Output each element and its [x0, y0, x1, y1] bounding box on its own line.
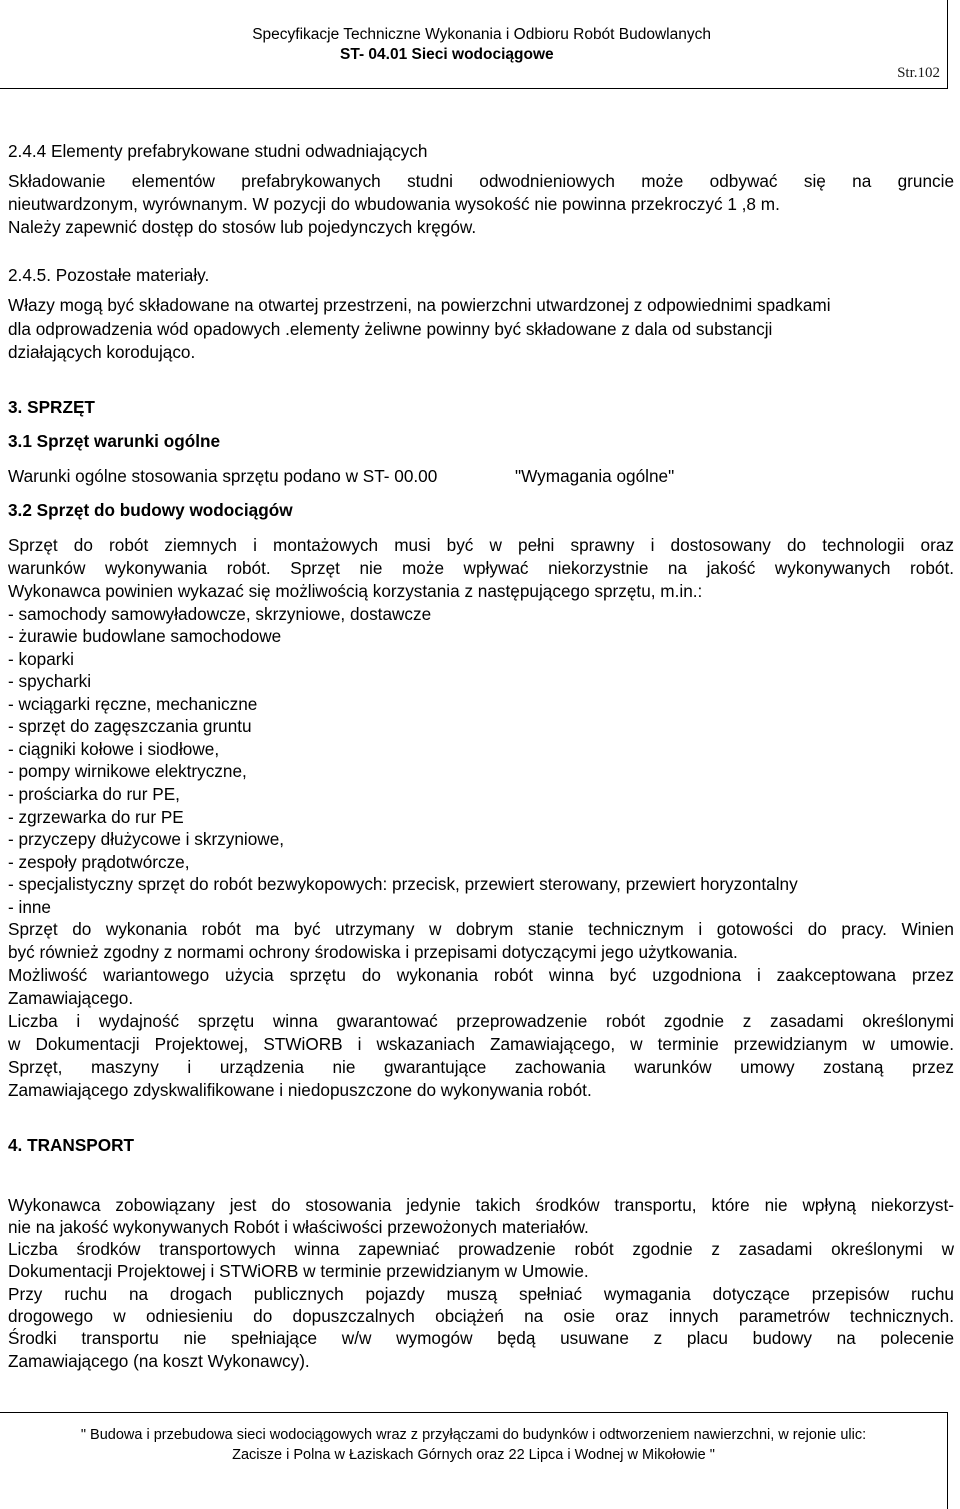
header-spec-title: Specyfikacje Techniczne Wykonania i Odbioru Robót Budowlanych — [252, 26, 711, 43]
paragraph-line: Składowanie elementów prefabrykowanych studni odwodnieniowych może odbywać się na gruncie — [8, 171, 954, 191]
list-item: - specjalistyczny sprzęt do robót bezwykopowych: przecisk, przewiert sterowany, przewiert horyzontalny — [8, 874, 798, 894]
paragraph-line: Wykonawca powinien wykazać się możliwością korzystania z następującego sprzętu, m.in.: — [8, 581, 703, 601]
list-item: - koparki — [8, 649, 74, 669]
page-number: Str.102 — [897, 65, 940, 81]
list-item: - prościarka do rur PE, — [8, 784, 180, 804]
heading-3-2: 3.2 Sprzęt do budowy wodociągów — [8, 500, 293, 520]
heading-2-4-5: 2.4.5. Pozostałe materiały. — [8, 265, 210, 285]
heading-3-sprzet: 3. SPRZĘT — [8, 397, 95, 417]
heading-3-1: 3.1 Sprzęt warunki ogólne — [8, 431, 221, 451]
paragraph-line: Dokumentacji Projektowej i STWiORB w terminie przewidzianym w Umowie. — [8, 1261, 589, 1281]
paragraph-line: Wykonawca zobowiązany jest do stosowania jedynie takich środków transportu, które nie wpłyną niekorzyst- — [8, 1195, 954, 1215]
list-item: - zgrzewarka do rur PE — [8, 807, 184, 827]
list-item: - ciągniki kołowe i siodłowe, — [8, 739, 220, 759]
paragraph-line: w Dokumentacji Projektowej, STWiORB i wskazaniach Zamawiającego, w terminie przewidzianym w umowie. — [8, 1034, 954, 1054]
paragraph-line: warunków wykonywania robót. Sprzęt nie może wpływać niekorzystnie na jakość wykonywanych robót. — [8, 558, 954, 578]
header-frame — [0, 0, 948, 89]
list-item: - żurawie budowlane samochodowe — [8, 626, 282, 646]
paragraph-line: dla odprowadzenia wód opadowych .elementy żeliwne powinny być składowane z dala od substancji — [8, 319, 773, 339]
list-item: - spycharki — [8, 671, 92, 691]
paragraph-line: nie na jakość wykonywanych Robót i właściwości przewożonych materiałów. — [8, 1217, 589, 1237]
paragraph-line: Środki transportu nie spełniające w/w wymogów będą usuwane z placu budowy na polecenie — [8, 1328, 954, 1348]
paragraph-line: Włazy mogą być składowane na otwartej przestrzeni, na powierzchni utwardzonej z odpowiednimi spadkami — [8, 295, 831, 315]
paragraph-line: nieutwardzonym, wyrównanym. W pozycji do wbudowania wysokość nie powinna przekroczyć 1 ,8 m. — [8, 194, 780, 214]
list-item: - samochody samowyładowcze, skrzyniowe, dostawcze — [8, 604, 432, 624]
footer-project-line-2: Zacisze i Polna w Łaziskach Górnych oraz 22 Lipca i Wodnej w Mikołowie " — [232, 1447, 715, 1463]
header-section-title: ST- 04.01 Sieci wodociągowe — [340, 46, 554, 63]
list-item: - inne — [8, 897, 51, 917]
paragraph-line: Zamawiającego zdyskwalifikowane i niedopuszczone do wykonywania robót. — [8, 1080, 592, 1100]
heading-4-transport: 4. TRANSPORT — [8, 1135, 135, 1155]
list-item: - pompy wirnikowe elektryczne, — [8, 761, 247, 781]
paragraph-line: Zamawiającego. — [8, 988, 134, 1008]
footer-project-line-1: " Budowa i przebudowa sieci wodociągowych wraz z przyłączami do budynków i odtworzeniem nawierzchni, w rejonie ulic: — [80, 1427, 867, 1443]
paragraph-line: Sprzęt do wykonania robót ma być utrzymany w dobrym stanie technicznym i gotowości do pracy. Winien — [8, 919, 954, 939]
list-item: - przyczepy dłużycowe i skrzyniowe, — [8, 829, 285, 849]
paragraph-line: działających korodująco. — [8, 342, 196, 362]
paragraph-quote: "Wymagania ogólne" — [515, 466, 675, 486]
paragraph-line: Przy ruchu na drogach publicznych pojazdy muszą spełniać wymagania dotyczące przepisów ruchu — [8, 1284, 954, 1304]
list-item: - zespoły prądotwórcze, — [8, 852, 190, 872]
list-item: - sprzęt do zagęszczania gruntu — [8, 716, 252, 736]
paragraph-line: Liczba i wydajność sprzętu winna gwarantować przeprowadzenie robót zgodnie z zasadami określonymi — [8, 1011, 954, 1031]
paragraph-line: Warunki ogólne stosowania sprzętu podano w ST- 00.00 — [8, 466, 438, 486]
paragraph-line: Należy zapewnić dostęp do stosów lub pojedynczych kręgów. — [8, 217, 477, 237]
paragraph-line: drogowego w odniesieniu do dopuszczalnych obciążeń na osie oraz innych parametrów technicznych. — [8, 1306, 954, 1326]
paragraph-line: Zamawiającego (na koszt Wykonawcy). — [8, 1351, 310, 1371]
paragraph-line: Liczba środków transportowych winna zapewniać prowadzenie robót zgodnie z zasadami określonymi w — [8, 1239, 954, 1259]
heading-2-4-4: 2.4.4 Elementy prefabrykowane studni odwadniających — [8, 141, 428, 161]
paragraph-line: Sprzęt, maszyny i urządzenia nie gwarantujące zachowania warunków umowy zostaną przez — [8, 1057, 954, 1077]
paragraph-line: Możliwość wariantowego użycia sprzętu do wykonania robót winna być uzgodniona i zaakceptowana przez — [8, 965, 954, 985]
paragraph-line: być również zgodny z normami ochrony środowiska i przepisami dotyczącymi jego użytkowania. — [8, 942, 738, 962]
paragraph-line: Sprzęt do robót ziemnych i montażowych musi być w pełni sprawny i dostosowany do technologii oraz — [8, 535, 954, 555]
list-item: - wciągarki ręczne, mechaniczne — [8, 694, 258, 714]
